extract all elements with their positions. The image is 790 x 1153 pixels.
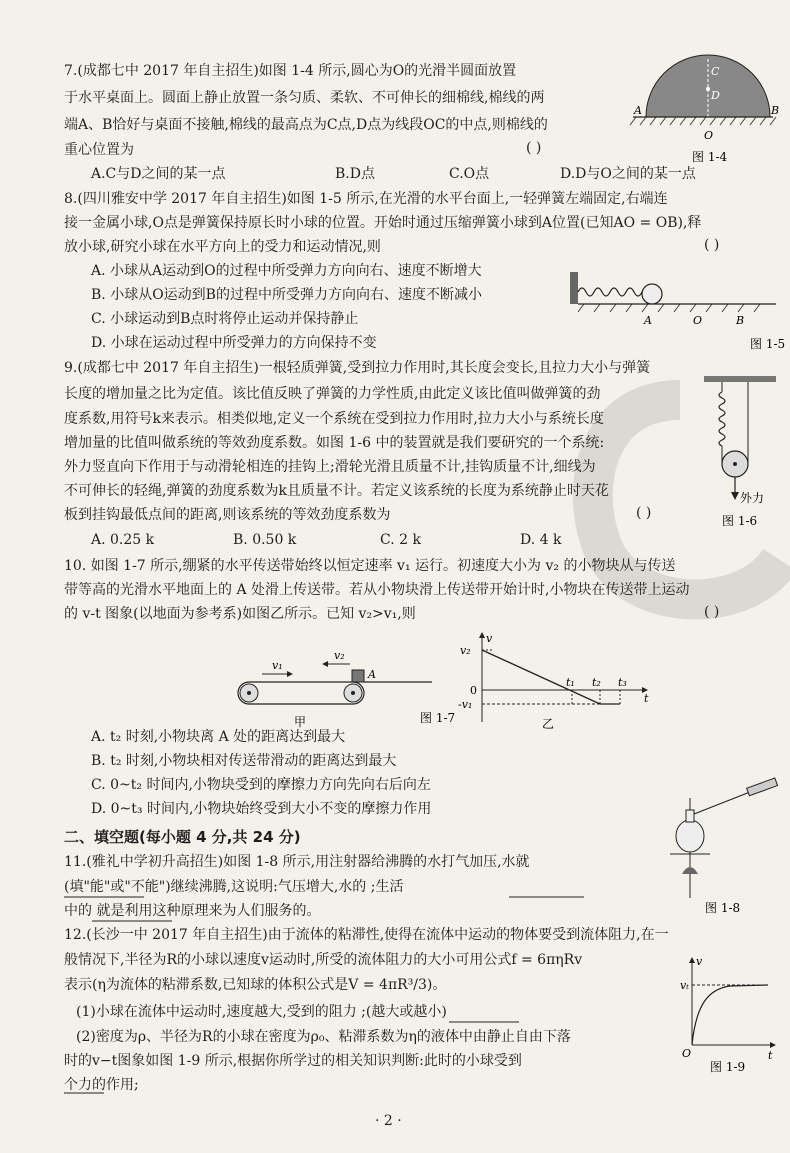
label-o: O xyxy=(693,314,703,327)
q7-option-b: B.D点 xyxy=(335,166,375,182)
figure-caption: 图 1-9 xyxy=(710,1060,746,1074)
q7-answer-bracket: ( ) xyxy=(526,140,542,156)
q9-option-d: D. 4 k xyxy=(520,532,562,548)
q8-option-a: A. 小球从A运动到O的过程中所受弹力方向向右、速度不断增大 xyxy=(91,263,482,279)
graph-neg-v1: -v₁ xyxy=(458,698,473,711)
figure-caption: 图 1-5 xyxy=(750,337,786,351)
belt-v1: v₁ xyxy=(272,659,283,672)
q10-option-d: D. 0~t₃ 时间内,小物块始终受到大小不变的摩擦力作用 xyxy=(91,801,432,817)
q11-line: (填"能"或"不能")继续沸腾,这说明:气压增大,水的 ;生活 xyxy=(64,879,404,895)
label-c: C xyxy=(711,65,720,78)
q8-option-c: C. 小球运动到B点时将停止运动并保持静止 xyxy=(91,311,359,327)
graph-v: v xyxy=(486,632,493,645)
q9-line: 不可伸长的轻绳,弹簧的劲度系数为k且质量不计。若定义该系统的长度为系统静止时天花 xyxy=(64,483,609,499)
q12-line: 个力的作用; xyxy=(64,1077,139,1093)
q7-option-d: D.D与O之间的某一点 xyxy=(560,166,696,182)
belt-v2: v₂ xyxy=(334,649,345,662)
q12-line: (1)小球在流体中运动时,速度越大,受到的阻力 ;(越大或越小) xyxy=(76,1004,447,1020)
q9-line: 板到挂钩最低点间的距离,则该系统的等效劲度系数为 xyxy=(64,507,391,523)
figure-1-8-flask xyxy=(660,788,785,918)
q10-answer-bracket: ( ) xyxy=(704,604,720,620)
q8-line: 接一金属小球,O点是弹簧保持原长时小球的位置。开始时通过压缩弹簧小球到A位置(已知AO = OB),释 xyxy=(64,215,702,231)
belt-a: A xyxy=(368,668,376,681)
q9-line: 增加量的比值叫做系统的等效劲度系数。如图 1-6 中的装置就是我们要研究的一个系统: xyxy=(64,435,605,451)
graph-v: v xyxy=(696,955,703,968)
q10-line: 10. 如图 1-7 所示,绷紧的水平传送带始终以恒定速率 v₁ 运行。初速度大小为 v₂ 的小物块从与传送 xyxy=(64,558,676,574)
q7-line: 于水平桌面上。圆面上静止放置一条匀质、柔软、不可伸长的细棉线,棉线的两 xyxy=(64,90,545,106)
q12-line: 12.(长沙一中 2017 年自主招生)由于流体的粘滞性,使得在流体中运动的物体要受到流体阻力,在一 xyxy=(64,927,669,943)
q11-blanks xyxy=(64,893,624,923)
figure-right-label: 乙 xyxy=(542,717,555,731)
q12-line: 时的v−t图象如图 1-9 所示,根据你所学过的相关知识判断:此时的小球受到 xyxy=(64,1053,522,1069)
label-a: A xyxy=(634,104,642,117)
graph-t2: t₂ xyxy=(592,676,601,689)
label-b: B xyxy=(736,314,745,327)
figure-caption: 图 1-7 xyxy=(420,711,456,725)
q9-option-b: B. 0.50 k xyxy=(233,532,297,548)
q9-line: 长度的增加量之比为定值。该比值反映了弹簧的力学性质,由此定义该比值叫做弹簧的劲 xyxy=(64,386,601,402)
q7-option-c: C.O点 xyxy=(449,166,490,182)
page-number: · 2 · xyxy=(375,1113,402,1129)
q9-line: 度系数,用符号k来表示。相类似地,定义一个系统在受到拉力作用时,拉力大小与系统长度 xyxy=(64,411,604,427)
q11-line: 11.(雅礼中学初升高招生)如图 1-8 所示,用注射器给沸腾的水打气加压,水就 xyxy=(64,854,530,870)
graph-origin: 0 xyxy=(470,684,477,697)
q12-line: 表示(η为流体的粘滞系数,已知球的体积公式是V = 4πR³/3)。 xyxy=(64,977,447,993)
figure-1-9-graph xyxy=(680,955,780,1075)
q7-line: 重心位置为 xyxy=(64,142,134,158)
q10-line: 的 v-t 图象(以地面为参考系)如图乙所示。已知 v₂>v₁,则 xyxy=(64,606,416,622)
q9-answer-bracket: ( ) xyxy=(636,505,652,521)
figure-1-6-pulley xyxy=(700,372,785,530)
figure-caption: 图 1-4 xyxy=(692,150,728,164)
graph-t3: t₃ xyxy=(618,676,627,689)
q10-line: 带等高的光滑水平地面上的 A 处滑上传送带。若从小物块滑上传送带开始计时,小物块在传送带上运动 xyxy=(64,582,690,598)
q12-line: (2)密度为ρ、半径为R的小球在密度为ρ₀、粘滞系数为η的液体中由静止自由下落 xyxy=(76,1029,571,1045)
q9-option-c: C. 2 k xyxy=(380,532,421,548)
q8-option-b: B. 小球从O运动到B的过程中所受弹力方向向右、速度不断减小 xyxy=(91,287,482,303)
label-d: D xyxy=(711,89,720,102)
q12-line: 般情况下,半径为R的小球以速度v运动时,所受的流体阻力的大小可用公式f = 6πηRv xyxy=(64,952,583,968)
figure-1-5-spring xyxy=(570,268,786,352)
q12-blanks xyxy=(64,1018,664,1098)
q8-line: 放小球,研究小球在水平方向上的受力和运动情况,则 xyxy=(64,239,381,255)
graph-t: t xyxy=(768,1049,773,1062)
q7-option-a: A.C与D之间的某一点 xyxy=(91,166,226,182)
label-b: B xyxy=(771,104,780,117)
graph-origin: O xyxy=(682,1047,692,1060)
graph-t1: t₁ xyxy=(566,676,575,689)
q7-line: 端A、B恰好与桌面不接触,棉线的最高点为C点,D点为线段OC的中点,则棉线的 xyxy=(64,117,548,133)
figure-left-label: 甲 xyxy=(294,715,307,729)
q8-option-d: D. 小球在运动过程中所受弹力的方向保持不变 xyxy=(91,335,377,351)
q7-line: 7.(成都七中 2017 年自主招生)如图 1-4 所示,圆心为O的光滑半圆面放置 xyxy=(64,63,517,79)
figure-1-4-semicircle xyxy=(628,55,778,167)
q10-option-c: C. 0~t₂ 时间内,小物块受到的摩擦力方向先向右后向左 xyxy=(91,777,431,793)
q9-line: 外力竖直向下作用于与动滑轮相连的挂钩上;滑轮光滑且质量不计,挂钩质量不计,细线为 xyxy=(64,459,596,475)
q8-line: 8.(四川雅安中学 2017 年自主招生)如图 1-5 所示,在光滑的水平台面上,一轻弹簧左端固定,右端连 xyxy=(64,191,668,207)
q8-answer-bracket: ( ) xyxy=(704,237,720,253)
figure-1-7 xyxy=(232,632,652,732)
q11-line: 中的 就是利用这种原理来为人们服务的。 xyxy=(64,903,321,919)
figure-caption: 图 1-8 xyxy=(705,901,741,915)
q9-option-a: A. 0.25 k xyxy=(91,532,155,548)
section-title: 二、填空题(每小题 4 分,共 24 分) xyxy=(64,828,301,846)
q10-option-a: A. t₂ 时刻,小物块离 A 处的距离达到最大 xyxy=(91,729,346,745)
q9-line: 9.(成都七中 2017 年自主招生)一根轻质弹簧,受到拉力作用时,其长度会变长,且拉力大小与弹簧 xyxy=(64,360,651,376)
force-label: 外力 xyxy=(740,491,765,505)
graph-t: t xyxy=(644,692,649,705)
graph-v2: v₂ xyxy=(460,644,471,657)
q10-option-b: B. t₂ 时刻,小物块相对传送带滑动的距离达到最大 xyxy=(91,753,397,769)
figure-caption: 图 1-6 xyxy=(722,514,758,528)
label-o: O xyxy=(704,129,714,142)
graph-vt: vₜ xyxy=(680,979,689,992)
label-a: A xyxy=(644,314,652,327)
